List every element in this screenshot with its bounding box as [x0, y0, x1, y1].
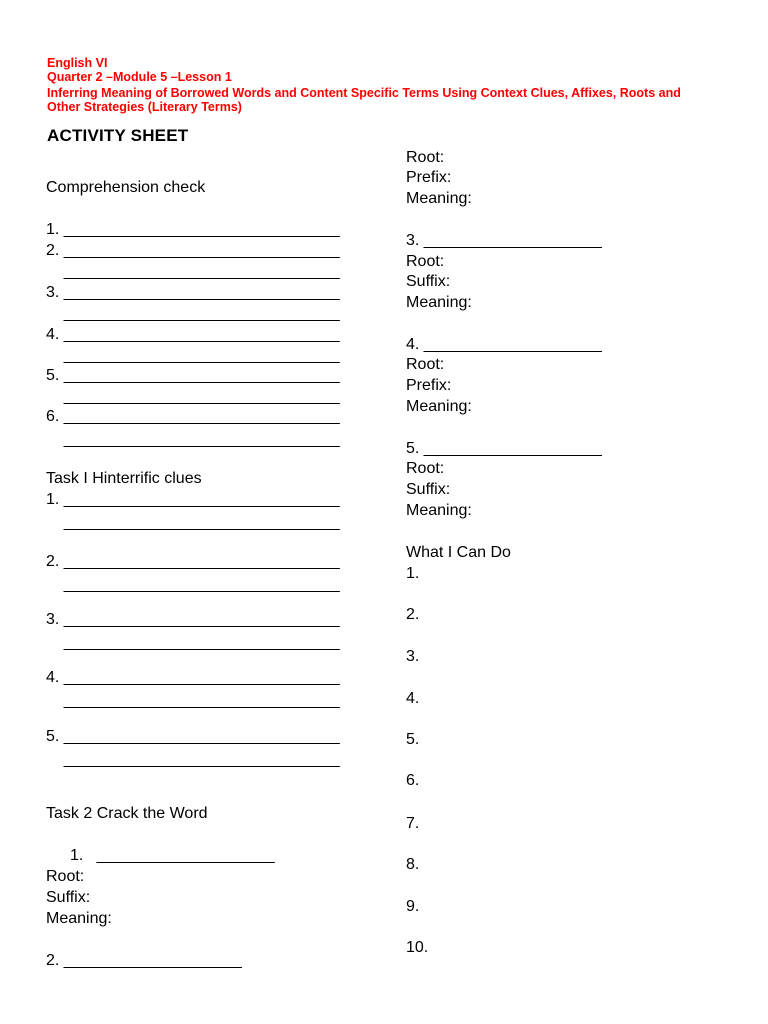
- task1-item-1: 1. _______________________________: [46, 491, 340, 508]
- task2-item-1: 1. ____________________: [70, 847, 275, 864]
- comprehension-item-3: 3. _______________________________: [46, 284, 340, 301]
- what-i-can-do-heading: What I Can Do: [406, 544, 511, 561]
- comprehension-item-5: 5. _______________________________: [46, 367, 340, 384]
- right-prefix-label-2: Prefix:: [406, 169, 452, 186]
- what-i-can-do-item-7: 7.: [406, 815, 420, 832]
- what-i-can-do-item-8: 8.: [406, 856, 420, 873]
- what-i-can-do-item-4: 4.: [406, 690, 420, 707]
- comprehension-heading: Comprehension check: [46, 179, 206, 196]
- task1-item-3: 3. _______________________________: [46, 611, 340, 628]
- comprehension-item-3-cont: _______________________________: [46, 305, 340, 322]
- comprehension-item-6: 6. _______________________________: [46, 408, 340, 425]
- task1-item-1-cont: _______________________________: [46, 514, 340, 531]
- page-title: ACTIVITY SHEET: [47, 126, 189, 145]
- task1-item-2-cont: _______________________________: [46, 576, 340, 593]
- what-i-can-do-item-6: 6.: [406, 772, 420, 789]
- right-meaning-label-4: Meaning:: [406, 398, 472, 415]
- what-i-can-do-item-9: 9.: [406, 898, 420, 915]
- task1-item-2: 2. _______________________________: [46, 553, 340, 570]
- task2-meaning-label: Meaning:: [46, 910, 112, 927]
- comprehension-item-4-cont: _______________________________: [46, 347, 340, 364]
- task2-heading: Task 2 Crack the Word: [46, 805, 208, 822]
- comprehension-item-2-cont: _______________________________: [46, 263, 340, 280]
- right-root-label-5: Root:: [406, 460, 445, 477]
- task2-root-label: Root:: [46, 868, 85, 885]
- what-i-can-do-item-3: 3.: [406, 648, 420, 665]
- task2-item-3: 3. ____________________: [406, 232, 602, 249]
- task1-item-5-cont: _______________________________: [46, 751, 340, 768]
- task1-item-4-cont: _______________________________: [46, 692, 340, 709]
- task2-item-4: 4. ____________________: [406, 336, 602, 353]
- right-prefix-label-4: Prefix:: [406, 377, 452, 394]
- topic-line-2: Other Strategies (Literary Terms): [47, 100, 242, 114]
- task1-item-3-cont: _______________________________: [46, 634, 340, 651]
- right-suffix-label-5: Suffix:: [406, 481, 451, 498]
- task2-item-5: 5. ____________________: [406, 440, 602, 457]
- what-i-can-do-item-5: 5.: [406, 731, 420, 748]
- right-root-label-3: Root:: [406, 253, 445, 270]
- right-meaning-label-2: Meaning:: [406, 190, 472, 207]
- task1-heading: Task I Hinterrific clues: [46, 470, 202, 487]
- right-meaning-label-5: Meaning:: [406, 502, 472, 519]
- comprehension-item-6-cont: _______________________________: [46, 431, 340, 448]
- comprehension-item-4: 4. _______________________________: [46, 326, 340, 343]
- comprehension-item-1: 1. _______________________________: [46, 221, 340, 238]
- what-i-can-do-item-2: 2.: [406, 606, 420, 623]
- course-title: English VI: [47, 56, 108, 70]
- task1-item-4: 4. _______________________________: [46, 669, 340, 686]
- task2-suffix-label: Suffix:: [46, 889, 91, 906]
- right-root-label-2: Root:: [406, 149, 445, 166]
- task2-item-2: 2. ____________________: [46, 952, 242, 969]
- right-suffix-label-3: Suffix:: [406, 273, 451, 290]
- right-meaning-label-3: Meaning:: [406, 294, 472, 311]
- what-i-can-do-item-10: 10.: [406, 939, 429, 956]
- right-root-label-4: Root:: [406, 356, 445, 373]
- comprehension-item-5-cont: _______________________________: [46, 388, 340, 405]
- comprehension-item-2: 2. _______________________________: [46, 242, 340, 259]
- what-i-can-do-item-1: 1.: [406, 565, 420, 582]
- module-line: Quarter 2 –Module 5 –Lesson 1: [47, 70, 232, 84]
- topic-line-1: Inferring Meaning of Borrowed Words and Content Specific Terms Using Context Clues, Affixes, Roots and: [47, 86, 681, 100]
- task1-item-5: 5. _______________________________: [46, 728, 340, 745]
